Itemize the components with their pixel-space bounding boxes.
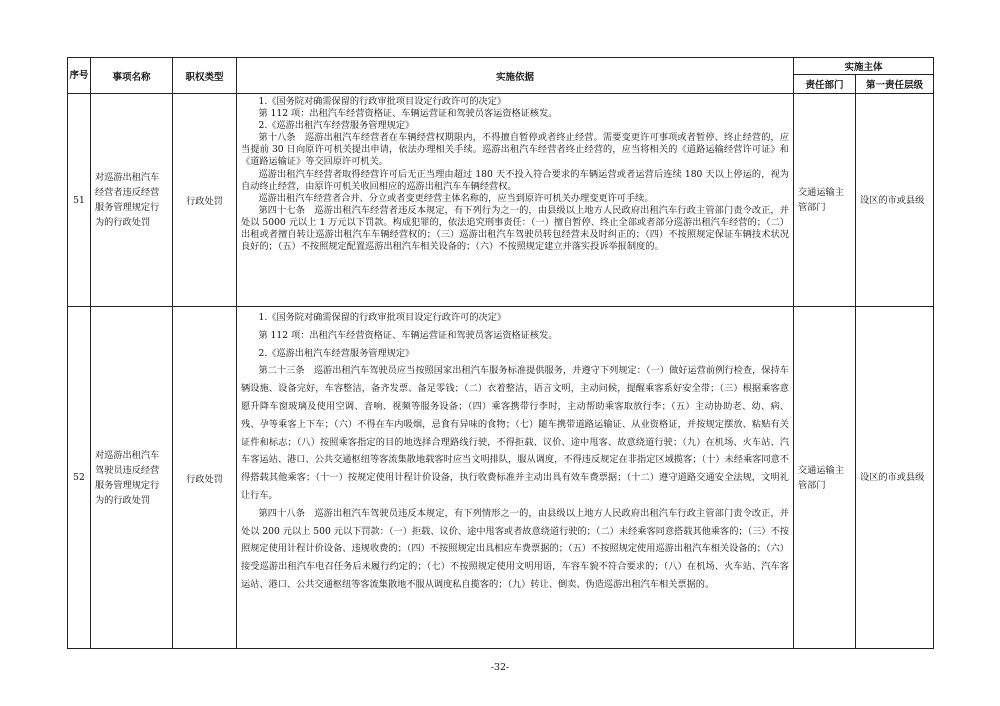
basis-line: 2.《巡游出租汽车经营服务管理规定》 xyxy=(258,120,415,132)
header-basis: 实施依据 xyxy=(237,58,794,94)
basis-line: 第二十三条 巡游出租汽车驾驶员应当按照国家出租汽车服务标准提供服务，并遵守下列规定：（一）做好运营前例行检查，保持车辆设施、设备完好，车容整洁，备齐发票、备足零钱；（二）衣着整洁，语言文明，主动问候，提醒乘客系好安全带；（三）根据乘客意愿升降车窗玻璃及使用空调、音响、视频等服务设备；（四）乘客携带行李时，主动帮助乘客取放行李；（五）主动协助老、幼、病、残、孕等乘客上下车；（六）不得在车内吸烟，忌食有异味的食物；（七）随车携带道路运输证、从业资格证，并按规定摆放、粘贴有关证件和标志；（八）按照乘客指定的目的地选择合理路线行驶，不得拒载、议价、途中甩客、故意绕道行驶；（九）在机场、火车站、汽车客运站、港口、公共交通枢纽等客流集散地载客时应当文明排队，服从调度，不得违反规定在非指定区域揽客；（十）未经乘客同意不得搭载其他乘客；（十一）按规定使用计程计价设备，执行收费标准并主动出具有效车费票据；（十二）遵守道路交通安全法规，文明礼让行车。 xyxy=(241,365,789,501)
header-seq: 序号 xyxy=(68,58,91,94)
header-dept: 责任部门 xyxy=(794,75,856,94)
basis-line: 巡游出租汽车经营者取得经营许可后无正当理由超过 180 天不投入符合要求的车辆运营或者运营后连续 180 天以上停运的，视为自动终止经营，由原许可机关收回相应的巡游出租汽车车辆经营权。 xyxy=(241,168,789,192)
row-basis xyxy=(237,307,794,649)
row-name: 对巡游出租汽车驾驶员违反经营服务管理规定行为的行政处罚 xyxy=(91,307,173,649)
header-level: 第一责任层级 xyxy=(856,75,934,94)
basis-line: 第十八条 巡游出租汽车经营者在车辆经营权期限内，不得擅自暂停或者终止经营。需要变更许可事项或者暂停、终止经营的，应当提前 30 日向原许可机关提出申请，依法办理相关手续。巡游出租汽车经营者终止经营的，应当将相关的《道路运输经营许可证》和《道路运输证》等交回原许可机关。 xyxy=(241,132,789,168)
table-row xyxy=(68,94,934,307)
basis-line: 1.《国务院对确需保留的行政审批项目设定行政许可的决定》 xyxy=(258,96,507,107)
table-row xyxy=(68,307,934,649)
header-type: 职权类型 xyxy=(173,58,237,94)
row-dept: 交通运输主管部门 xyxy=(794,94,856,307)
basis-line: 第 112 项：出租汽车经营资格证、车辆运营证和驾驶员客运资格证核发。 xyxy=(258,108,558,120)
row-seq: 52 xyxy=(68,307,91,649)
header-name: 事项名称 xyxy=(91,58,173,94)
basis-line: 第四十七条 巡游出租汽车经营者违反本规定，有下列行为之一的，由县级以上地方人民政府出租汽车行政主管部门责令改正，并处以 5000 元以上 1 万元以下罚款。构成犯罪的，依法追究刑事责任：（一）擅自暂停、终止全部或者部分巡游出租汽车经营的；（二）出租或者擅自转让巡游出租汽车车辆经营权的；（三）巡游出租汽车驾驶员转包经营未及时纠正的；（四）不按照规定保证车辆技术状况良好的；（五）不按照规定配置巡游出租汽车相关设备的；（六）不按照规定建立并落实投诉举报制度的。 xyxy=(241,204,789,253)
page-number: -32- xyxy=(490,662,510,673)
row-dept: 交通运输主管部门 xyxy=(794,307,856,649)
row-type: 行政处罚 xyxy=(173,307,237,649)
row-seq: 51 xyxy=(68,94,91,307)
header-subject: 实施主体 xyxy=(794,58,934,75)
matters-table xyxy=(67,57,934,649)
basis-line: 第四十八条 巡游出租汽车驾驶员违反本规定，有下列情形之一的，由县级以上地方人民政府出租汽车行政主管部门责令改正，并处以 200 元以上 500 元以下罚款：（一）拒载、议价、途中甩客或者故意绕道行驶的；（二）未经乘客同意搭载其他乘客的；（三）不按照规定使用计程计价设备、违规收费的；（四）不按照规定出具相应车费票据的；（五）不按照规定使用巡游出租汽车相关设备的；（六）接受巡游出租汽车电召任务后未履行约定的；（七）不按照规定使用文明用语，车容车貌不符合要求的；（八）在机场、火车站、汽车客运站、港口、公共交通枢纽等客流集散地不服从调度私自揽客的；（九）转让、倒卖、伪造巡游出租汽车相关票据的。 xyxy=(241,507,789,590)
basis-line: 第 112 项：出租汽车经营资格证、车辆运营证和驾驶员客运资格证核发。 xyxy=(258,329,558,341)
basis-line: 巡游出租汽车经营者合并、分立或者变更经营主体名称的，应当到原许可机关办理变更许可手续。 xyxy=(258,192,654,204)
row-basis xyxy=(237,94,794,307)
row-level: 设区的市或县级 xyxy=(856,94,934,307)
basis-line: 1.《国务院对确需保留的行政审批项目设定行政许可的决定》 xyxy=(258,312,507,323)
row-type: 行政处罚 xyxy=(173,94,237,307)
row-level: 设区的市或县级 xyxy=(856,307,934,649)
row-name: 对巡游出租汽车经营者违反经营服务管理规定行为的行政处罚 xyxy=(91,94,173,307)
basis-line: 2.《巡游出租汽车经营服务管理规定》 xyxy=(258,347,415,359)
